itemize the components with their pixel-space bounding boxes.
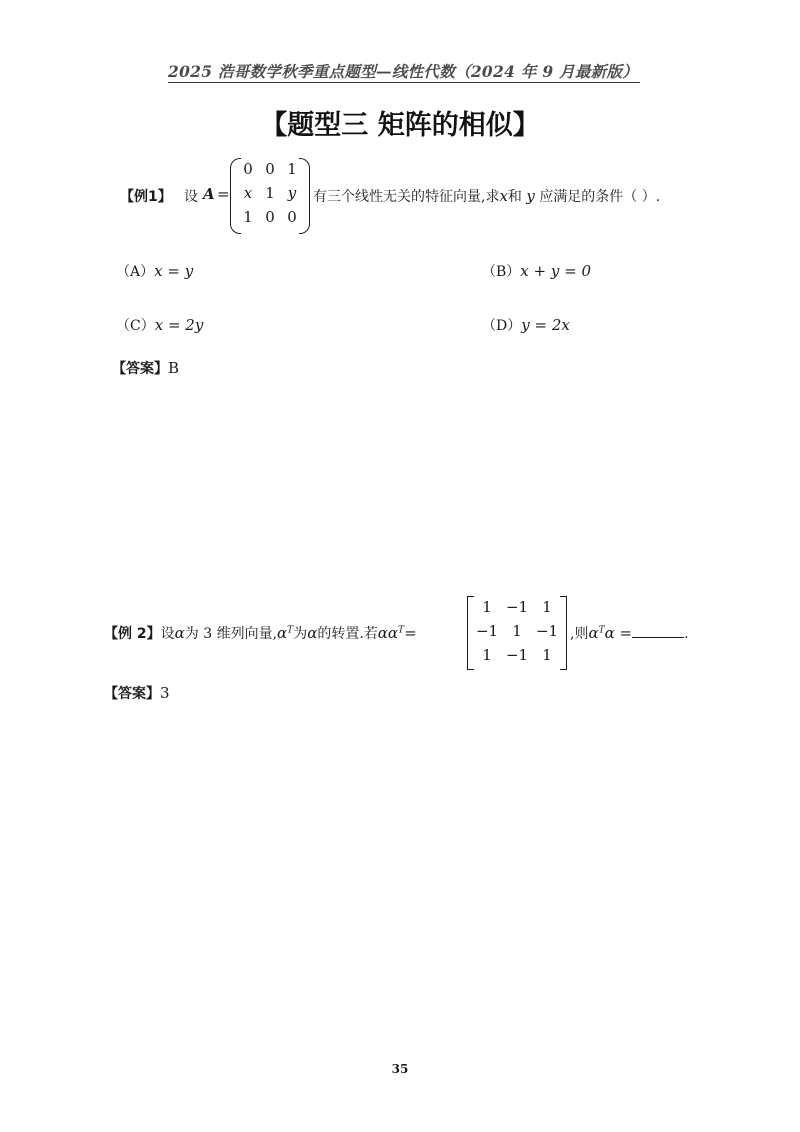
option-expr: x + y = 0 — [520, 262, 591, 280]
answer-value: B — [168, 359, 180, 377]
example2-answer — [104, 683, 170, 703]
matrix-cell: 1 — [542, 646, 552, 664]
option-c — [116, 315, 203, 335]
transpose-sup: T — [398, 625, 405, 636]
alpha: α — [307, 624, 318, 642]
text: ,则 — [570, 626, 589, 642]
matrix-cell: 1 — [542, 598, 552, 616]
alpha: α — [277, 624, 288, 642]
matrix-aaT — [467, 596, 567, 668]
option-label: （C） — [116, 318, 155, 334]
example1-stem — [313, 186, 660, 206]
example1-answer — [112, 358, 179, 378]
text: 为 — [293, 626, 308, 642]
answer-tag: 【答案】 — [104, 686, 160, 702]
option-expr: x = 2y — [154, 316, 204, 334]
alpha-alpha: αα — [377, 624, 399, 642]
running-header: 2025 浩哥数学秋季重点题型—线性代数（2024 年 9 月最新版） — [168, 62, 639, 81]
stem-he: 和 — [507, 189, 522, 205]
transpose-sup: T — [598, 625, 605, 636]
matrix-cell: 1 — [243, 208, 253, 226]
matrix-cell: 0 — [265, 208, 275, 226]
var-x: x — [499, 187, 508, 205]
option-a — [116, 261, 193, 281]
matrix-A — [230, 158, 310, 232]
answer-blank — [632, 623, 684, 638]
matrix-cell: 0 — [287, 208, 297, 226]
text: 设 — [160, 626, 175, 642]
text: 为 3 维列向量, — [184, 626, 278, 642]
alpha: α — [174, 624, 185, 642]
var-y: y — [526, 187, 535, 205]
example1-tag: 【例1】 — [120, 189, 172, 205]
option-label: （B） — [482, 264, 521, 280]
alpha: α — [588, 624, 599, 642]
answer-tag: 【答案】 — [112, 361, 168, 377]
example1-matrix-name: A — [203, 185, 215, 203]
equals: = — [404, 624, 417, 642]
section-title: 【题型三 矩阵的相似】 — [260, 110, 540, 141]
matrix-cell: −1 — [475, 622, 499, 640]
example1-equals: = — [217, 185, 230, 203]
answer-value: 3 — [160, 684, 170, 702]
stem-end: 应满足的条件（ ）. — [539, 189, 661, 205]
matrix-cell: 1 — [287, 160, 297, 178]
matrix-cell: −1 — [505, 598, 529, 616]
stem-text: 有三个线性无关的特征向量,求 — [313, 189, 500, 205]
example2-tag: 【例 2】 — [104, 626, 161, 642]
matrix-cell: 0 — [265, 160, 275, 178]
text: 的转置.若 — [317, 626, 378, 642]
matrix-cell: 1 — [512, 622, 522, 640]
matrix-cell: −1 — [535, 622, 559, 640]
option-label: （D） — [482, 318, 522, 334]
period: . — [684, 626, 689, 642]
matrix-cell: x — [243, 184, 253, 202]
matrix-cell: −1 — [505, 646, 529, 664]
matrix-cell: y — [287, 184, 297, 202]
option-b — [482, 261, 591, 281]
option-label: （A） — [116, 264, 155, 280]
example1-prefix: 设 — [184, 189, 198, 205]
option-expr: x = y — [154, 262, 194, 280]
page-number: 35 — [391, 1062, 409, 1076]
example2-tail — [570, 623, 689, 643]
alpha-equals: α = — [604, 624, 633, 642]
option-expr: y = 2x — [521, 316, 570, 334]
transpose-sup: T — [287, 625, 294, 636]
header-rule — [168, 82, 640, 83]
matrix-cell: 1 — [265, 184, 275, 202]
option-d — [482, 315, 570, 335]
example2-stem — [104, 623, 417, 643]
matrix-cell: 1 — [482, 646, 492, 664]
right-bracket — [560, 596, 567, 670]
matrix-cell: 0 — [243, 160, 253, 178]
matrix-cell: 1 — [482, 598, 492, 616]
